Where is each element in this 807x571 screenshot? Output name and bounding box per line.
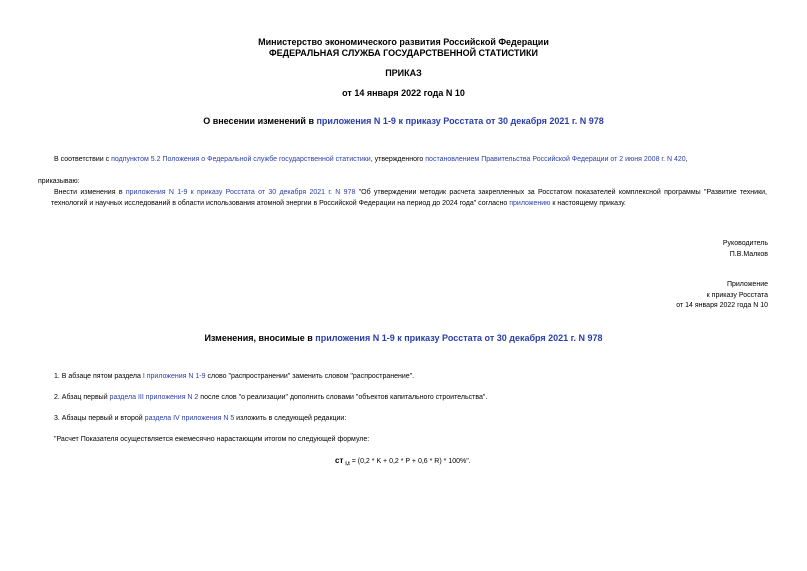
change-item-1-text-a: 1. В абзаце пятом раздела: [54, 373, 143, 380]
order-paragraph: [51, 187, 767, 209]
ministry-heading: Министерство экономического развития Российской Федерации: [258, 37, 549, 47]
order-link-appendix[interactable]: приложению: [509, 200, 551, 207]
change-item-1: [54, 373, 414, 380]
formula-line: [335, 456, 471, 467]
changes-title-link[interactable]: приложения N 1-9 к приказу Росстата от 30 декабря 2021 г. N 978: [315, 333, 603, 343]
formula-expression: = (0,2 * K + 0,2 * P + 0,6 * R) * 100%".: [351, 458, 471, 465]
signature-name: П.В.Малков: [729, 251, 768, 258]
preamble-text-2: , утвержденного: [370, 156, 426, 163]
change-item-2-link-section[interactable]: раздела III: [109, 394, 144, 401]
preamble-paragraph: [51, 154, 767, 165]
appendix-ref-line-1: Приложение: [726, 281, 768, 288]
appendix-ref-line-2: к приказу Росстата: [706, 292, 768, 299]
change-item-3-link-appendix[interactable]: приложения N 5: [181, 415, 235, 422]
order-text-1: Внести изменения в: [54, 189, 126, 196]
order-word: приказываю:: [38, 178, 80, 185]
appendix-ref-line-3: от 14 января 2022 года N 10: [676, 302, 768, 309]
document-title: [0, 116, 807, 126]
order-text-3: к настоящему приказу.: [550, 200, 626, 207]
change-item-2: [54, 394, 487, 401]
change-item-3: [54, 415, 346, 422]
preamble-text-3: ,: [685, 156, 688, 163]
document-title-prefix: О внесении изменений в: [203, 116, 317, 126]
doc-type-heading: ПРИКАЗ: [385, 68, 422, 78]
preamble-link-regulation[interactable]: подпунктом 5.2 Положения о Федеральной службе государственной статистики: [111, 156, 371, 163]
change-item-1-text-c: слово "распространении" заменить словом "распространение".: [205, 373, 415, 380]
change-item-3-text-a: 3. Абзацы первый и второй: [54, 415, 145, 422]
formula-intro: "Расчет Показателя осуществляется ежемесячно нарастающим итогом по следующей формуле:: [54, 436, 370, 443]
formula-subscript: i,t: [345, 461, 350, 467]
change-item-3-text-c: изложить в следующей редакции:: [234, 415, 347, 422]
changes-title-prefix: Изменения, вносимые в: [204, 333, 316, 343]
change-item-2-text-a: 2. Абзац первый: [54, 394, 110, 401]
service-heading: ФЕДЕРАЛЬНАЯ СЛУЖБА ГОСУДАРСТВЕННОЙ СТАТИСТИКИ: [269, 48, 538, 58]
order-link-appendices[interactable]: приложения N 1-9 к приказу Росстата от 30 декабря 2021 г. N 978: [125, 189, 356, 196]
preamble-text-1: В соответствии с: [54, 156, 112, 163]
order-date-heading: от 14 января 2022 года N 10: [342, 88, 465, 98]
change-item-2-text-c: после слов "о реализации" дополнить словами "объектов капитального строительства".: [198, 394, 488, 401]
change-item-2-link-appendix[interactable]: приложения N 2: [145, 394, 199, 401]
change-item-1-link-appendix[interactable]: приложения N 1-9: [146, 373, 206, 380]
change-item-1-link-section[interactable]: I: [142, 373, 145, 380]
formula-symbol: ст: [335, 456, 344, 465]
change-item-3-link-section[interactable]: раздела IV: [144, 415, 180, 422]
document-title-link[interactable]: приложения N 1-9 к приказу Росстата от 30 декабря 2021 г. N 978: [316, 116, 604, 126]
preamble-link-government-decree[interactable]: постановлением Правительства Российской Федерации от 2 июня 2008 г. N 420: [425, 156, 686, 163]
order-text-2: "Об утверждении методик расчета закрепленных за Росстатом показателей комплексной программы "Развитие техники, технологий и научных исследований в области использования атомной энергии в Российской Федерации на период до 2024 года" согласно: [51, 189, 767, 207]
signature-role: Руководитель: [722, 240, 768, 247]
changes-title: [0, 333, 807, 343]
